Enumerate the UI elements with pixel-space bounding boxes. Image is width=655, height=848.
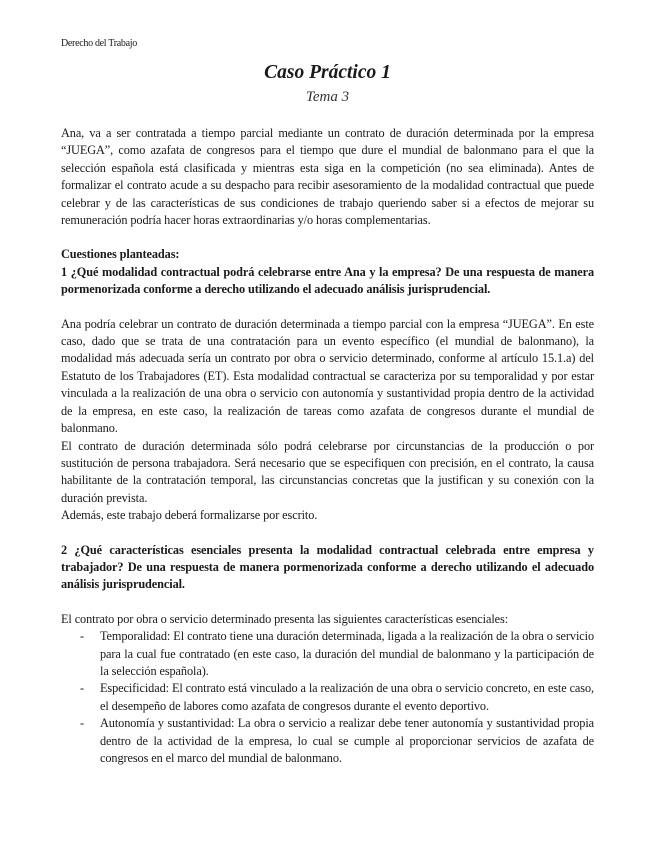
- question-1: 1 ¿Qué modalidad contractual podrá celebrarse entre Ana y la empresa? De una respuesta de manera pormenorizada conforme a derecho utilizando el adecuado análisis jurisprudencial.: [61, 264, 594, 297]
- list-item: - Temporalidad: El contrato tiene una duración determinada, ligada a la realización de la obra o servicio para la cual fue contratado (en este caso, la duración del mundial de balonmano y la participación de la selección española).: [61, 628, 594, 680]
- answer-2-intro: El contrato por obra o servicio determinado presenta las siguientes características esenciales:: [61, 611, 509, 626]
- answer-1-paragraph-2: El contrato de duración determinada sólo podrá celebrarse por circunstancias de la producción o por sustitución de persona trabajadora. Será necesario que se especifiquen con precisión, en el contrato, la causa habilitante de la contratación temporal, las circunstancias concretas que la justifican y su conexión con la duración prevista.: [61, 438, 594, 505]
- answer-1-paragraph-1: Ana podría celebrar un contrato de duración determinada a tiempo parcial con la empresa “JUEGA”. En este caso, dado que se trata de una contratación para un evento específico (el mundial de balonmano), la modalidad más adecuada sería un contrato por obra o servicio determinado, conforme al artículo 15.1.a) del Estatuto de los Trabajadores (ET). Esta modalidad contractual se caracteriza por su temporalidad y por estar vinculada a la realización de una obra o servicio con autonomía y sustantividad propia dentro de la actividad de la empresa, en este caso, la realización de tareas como azafata de congresos durante el mundial de balonmano.: [61, 316, 594, 436]
- characteristics-list: [61, 628, 594, 767]
- list-item: - Autonomía y sustantividad: La obra o servicio a realizar debe tener autonomía y sustantividad propia dentro de la actividad de la empresa, lo cual se cumple al proporcionar servicios de azafata de congresos en el marco del mundial de balonmano.: [61, 715, 594, 767]
- list-item: - Especificidad: El contrato está vinculado a la realización de una obra o servicio concreto, en este caso, el desempeño de labores como azafata de congresos durante el evento deportivo.: [61, 680, 594, 715]
- document-title: Caso Práctico 1: [264, 62, 391, 83]
- document-body: [61, 125, 594, 767]
- questions-heading: Cuestiones planteadas:: [61, 247, 180, 262]
- case-statement: Ana, va a ser contratada a tiempo parcial mediante un contrato de duración determinada por la empresa “JUEGA”, como azafata de congresos para el tiempo que dure el mundial de balonmano para el que la selección española está clasificada y mientras esta siga en la competición (no sea eliminada). Antes de formalizar el contrato acude a su despacho para recibir asesoramiento de la modalidad contractual que puede celebrar y de las características de sus condiciones de trabajo queriendo saber si a efectos de mejorar su remuneración podría hacer horas extraordinarias y/o horas complementarias.: [61, 126, 594, 228]
- spacer: [61, 299, 594, 316]
- question-2: 2 ¿Qué características esenciales presenta la modalidad contractual celebrada entre empresa y trabajador? De una respuesta de manera pormenorizada conforme a derecho utilizando el adecuado análisis jurisprudencial.: [61, 542, 594, 592]
- spacer: [61, 594, 594, 611]
- running-header: Derecho del Trabajo: [61, 38, 137, 49]
- spacer: [61, 229, 594, 246]
- spacer: [61, 525, 594, 542]
- answer-1-paragraph-3: Además, este trabajo deberá formalizarse por escrito.: [61, 508, 318, 523]
- document-subtitle: Tema 3: [305, 89, 350, 105]
